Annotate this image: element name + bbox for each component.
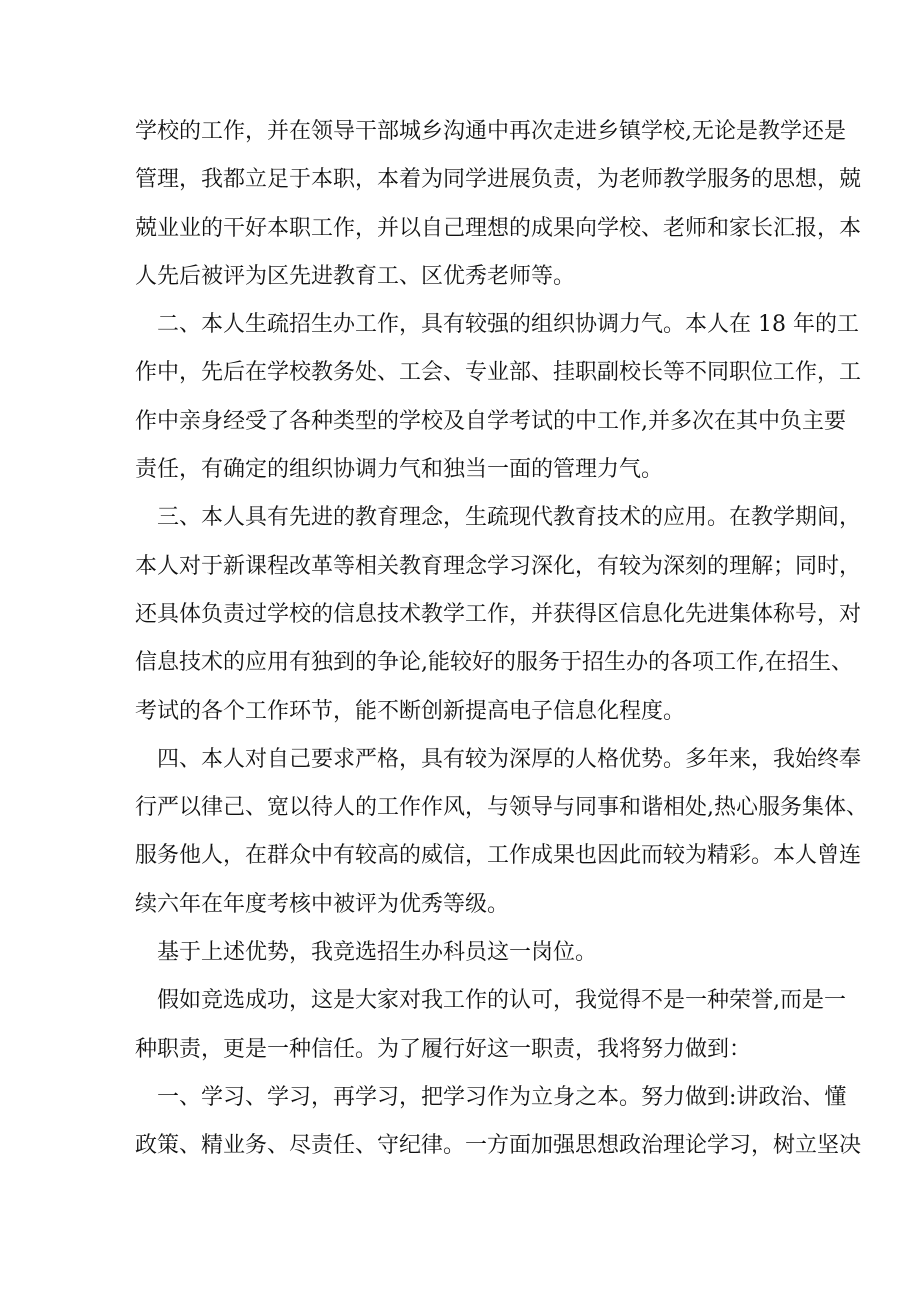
text-line: 本人对于新课程改革等相关教育理念学习深化，有较为深刻的理解；同时， [135, 553, 862, 579]
text-line: 四、本人对自己要求严格，具有较为深厚的人格优势。多年来，我始终奉 [157, 746, 862, 772]
text-line: 行严以律己、宽以待人的工作作风，与领导与同事和谐相处,热心服务集体、 [135, 795, 868, 821]
text-line: 责任，有确定的组织协调力气和独当一面的管理力气。 [135, 457, 664, 483]
text-line: 服务他人，在群众中有较高的威信，工作成果也因此而较为精彩。本人曾连 [135, 843, 862, 869]
paragraph-2 [135, 301, 862, 494]
text-line: 假如竞选成功，这是大家对我工作的认可，我觉得不是一种荣誉,而是一 [157, 988, 846, 1014]
text-line: 人先后被评为区先进教育工、区优秀老师等。 [135, 263, 576, 289]
paragraph-6 [135, 977, 846, 1074]
text-line: 还具体负责过学校的信息技术教学工作，并获得区信息化先进集体称号，对 [135, 601, 862, 627]
paragraph-5 [135, 929, 795, 977]
paragraph-3 [135, 494, 862, 735]
text-line: 作中亲身经受了各种类型的学校及自学考试的中工作,并多次在其中负主要 [135, 408, 846, 434]
text-line: 一、学习、学习，再学习，把学习作为立身之本。努力做到:讲政治、懂 [157, 1084, 847, 1110]
text-line: 学校的工作，并在领导干部城乡沟通中再次走进乡镇学校,无论是教学还是 [135, 119, 846, 144]
text-line: 信息技术的应用有独到的争论,能较好的服务于招生办的各项工作,在招生、 [135, 650, 853, 676]
paragraph-1 [135, 108, 862, 301]
paragraph-7 [135, 1074, 862, 1171]
text-line: 三、本人具有先进的教育理念，生疏现代教育技术的应用。在教学期间， [157, 505, 862, 531]
document-body [135, 108, 868, 1171]
paragraph-4 [135, 736, 868, 929]
text-line: 管理，我都立足于本职，本着为同学进展负责，为老师教学服务的思想，兢 [135, 167, 862, 193]
text-line: 二、本人生疏招生办工作，具有较强的组织协调力气。本人在 18 年的工 [157, 312, 859, 338]
text-line: 政策、精业务、尽责任、守纪律。一方面加强思想政治理论学习，树立坚决 [135, 1133, 862, 1159]
text-line: 基于上述优势，我竞选招生办科员这一岗位。 [157, 940, 598, 966]
text-line: 兢业业的干好本职工作，并以自己理想的成果向学校、老师和家长汇报，本 [135, 215, 862, 241]
text-line: 续六年在年度考核中被评为优秀等级。 [135, 891, 510, 917]
text-line: 种职责，更是一种信任。为了履行好这一职责，我将努力做到： [135, 1036, 752, 1062]
text-line: 作中，先后在学校教务处、工会、专业部、挂职副校长等不同职位工作，工 [135, 360, 862, 386]
text-line: 考试的各个工作环节，能不断创新提高电子信息化程度。 [135, 698, 686, 724]
